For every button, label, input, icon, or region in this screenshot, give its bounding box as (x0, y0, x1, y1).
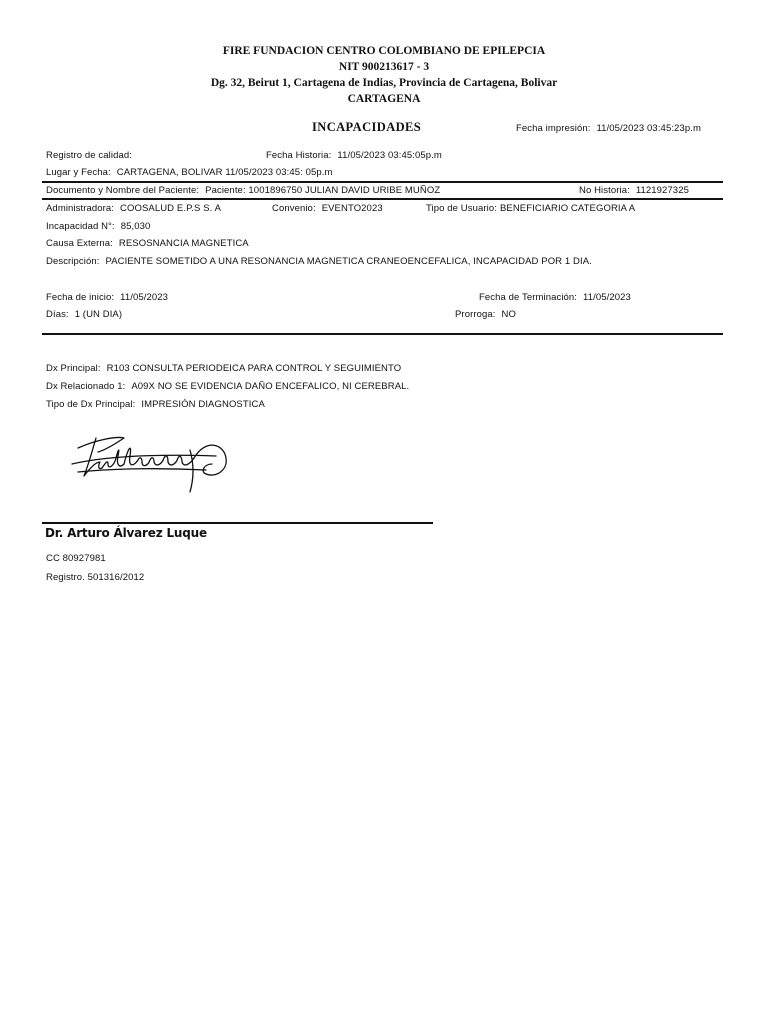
institution-address: Dg. 32, Beirut 1, Cartagena de Indias, Provincia de Cartagena, Bolivar (210, 77, 558, 89)
external-cause (46, 238, 249, 249)
print-date-value: 11/05/2023 03:45:23p.m (596, 123, 701, 134)
agreement (272, 203, 383, 214)
history-number (579, 185, 689, 196)
external-cause-value: RESOSNANCIA MAGNETICA (118, 238, 249, 249)
dx-principal (46, 363, 401, 374)
history-date-value: 11/05/2023 03:45:05p.m (337, 150, 442, 161)
start-date-label: Fecha de inicio: (46, 292, 115, 303)
extension-value: NO (501, 309, 516, 320)
divider-patient (42, 198, 723, 200)
institution-nit: NIT 900213617 - 3 (338, 61, 430, 73)
agreement-value: EVENTO2023 (321, 203, 383, 214)
agreement-label: Convenio: (272, 203, 316, 214)
end-date-value: 11/05/2023 (583, 292, 631, 303)
extension (455, 309, 516, 320)
user-type-value: BENEFICIARIO CATEGORIA A (499, 203, 636, 214)
administrator-label: Administradora: (46, 203, 115, 214)
dx-principal-value: R103 CONSULTA PERIODEICA PARA CONTROL Y SEGUIMIENTO (106, 363, 402, 374)
days (46, 309, 122, 320)
history-number-label: No Historia: (579, 185, 630, 196)
institution-name: FIRE FUNDACION CENTRO COLOMBIANO DE EPILEPCIA (222, 45, 546, 57)
dx-related (46, 381, 409, 392)
quality-record-label: Registro de calidad: (46, 150, 132, 161)
print-date (516, 123, 701, 134)
place-label: Lugar y Fecha: (46, 167, 111, 178)
user-type-label: Tipo de Usuario: (426, 203, 497, 214)
place-date (46, 167, 333, 178)
dx-related-value: A09X NO SE EVIDENCIA DAÑO ENCEFALICO, NI CEREBRAL. (131, 381, 410, 392)
start-date-value: 11/05/2023 (120, 292, 168, 303)
external-cause-label: Causa Externa: (46, 238, 113, 249)
patient-info (46, 185, 440, 196)
administrator (46, 203, 221, 214)
dx-related-label: Dx Relacionado 1: (46, 381, 126, 392)
doctor-cc: CC 80927981 (46, 553, 106, 564)
divider-middle (42, 333, 723, 335)
days-value: 1 (UN DIA) (74, 309, 123, 320)
institution-city: CARTAGENA (347, 93, 421, 105)
description-value: PACIENTE SOMETIDO A UNA RESONANCIA MAGNETICA CRANEOENCEFALICA, INCAPACIDAD POR 1 DIA. (105, 256, 592, 267)
document-title: INCAPACIDADES (312, 120, 422, 134)
extension-label: Prorroga: (455, 309, 496, 320)
end-date (479, 292, 631, 303)
patient-value: Paciente: 1001896750 JULIAN DAVID URIBE MUÑOZ (205, 185, 441, 196)
incapacity-number-value: 85,030 (120, 221, 151, 232)
dx-type-label: Tipo de Dx Principal: (46, 399, 136, 410)
description-label: Descripción: (46, 256, 100, 267)
end-date-label: Fecha de Terminación: (479, 292, 578, 303)
user-type (426, 203, 635, 214)
history-number-value: 1121927325 (635, 185, 689, 196)
incapacity-number (46, 221, 150, 232)
place-value: CARTAGENA, BOLIVAR 11/05/2023 03:45: 05p.m (116, 167, 333, 178)
patient-label: Documento y Nombre del Paciente: (46, 185, 200, 196)
dx-type-value: IMPRESIÓN DIAGNOSTICA (141, 399, 265, 410)
dx-type (46, 399, 265, 410)
incapacity-number-label: Incapacidad N°: (46, 221, 115, 232)
start-date (46, 292, 168, 303)
print-date-label: Fecha impresión: (516, 123, 591, 134)
signature-line (42, 522, 433, 524)
history-date-label: Fecha Historia: (266, 150, 332, 161)
dx-principal-label: Dx Principal: (46, 363, 101, 374)
administrator-value: COOSALUD E.P.S S. A (120, 203, 222, 214)
doctor-name: Dr. Arturo Álvarez Luque (45, 526, 207, 540)
history-date (266, 150, 442, 161)
doctor-signature (66, 428, 236, 498)
days-label: Días: (46, 309, 69, 320)
doctor-registry: Registro. 501316/2012 (46, 572, 145, 583)
divider-top (42, 181, 723, 183)
description (46, 256, 592, 267)
